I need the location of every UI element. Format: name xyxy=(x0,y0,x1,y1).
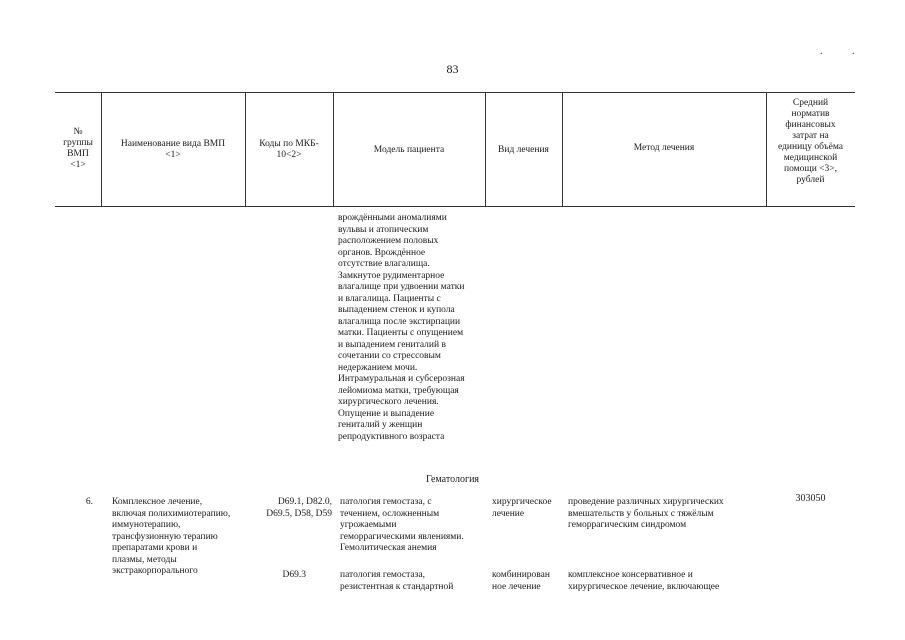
row-treatment-type: комбинирован ное лечение xyxy=(492,570,550,592)
row-treatment-type: хирургическое лечение xyxy=(492,497,552,519)
header-group-no: № группы ВМП <1> xyxy=(63,127,93,170)
row-group-no: 6. xyxy=(85,497,93,507)
section-title: Гематология xyxy=(425,474,480,485)
patient-model-continuation: врождёнными аномалиями вульвы и атопическим расположением половых органов. Врождённое отсутствие влагалища. Замкнутое рудиментарное влагалище при удвоении матки и влагалища. Пациенты с выпадением стенок и купола влагалища после экстирпации матки. Пациенты с опущением и выпадением гениталий в сочетании со стрессовым недержанием мочи. Интрамуральная и субсерозная лейомиома матки, требующая хирургического лечения. Опущение и выпадение гениталий у женщин репродуктивного возраста xyxy=(338,213,465,442)
page-number: 83 xyxy=(446,62,459,76)
header-treatment-type: Вид лечения xyxy=(498,145,549,155)
header-mkb-codes: Коды по МКБ- 10<2> xyxy=(259,139,319,160)
header-treatment-method: Метод лечения xyxy=(633,143,695,153)
row-vmp-name: Комплексное лечение, включая полихимиотерапию, иммунотерапию, трансфузионную терапию препаратами крови и плазмы, методы экстракорпорального xyxy=(112,497,231,576)
row-treatment-method: проведение различных хирургических вмешательств у больных с тяжёлым геморрагическим синдромом xyxy=(568,497,724,530)
row-treatment-method: комплексное консервативное и хирургическое лечение, включающее xyxy=(568,570,720,592)
row-patient-model: патология гемостаза, резистентная к стандартной xyxy=(340,570,454,592)
corner-mark: . xyxy=(820,46,823,57)
row-patient-model: патология гемостаза, с течением, осложненным угрожаемыми геморрагическими явлениями. Гемолитическая анемия xyxy=(340,497,464,553)
corner-mark: . xyxy=(852,46,855,57)
header-vmp-name: Наименование вида ВМП <1> xyxy=(120,139,226,160)
row-mkb-codes: D69.3 xyxy=(282,570,306,580)
header-patient-model: Модель пациента xyxy=(373,145,445,155)
row-avg-cost: 303050 xyxy=(795,493,826,504)
row-mkb-codes: D69.1, D82.0, D69.5, D58, D59 xyxy=(266,497,332,519)
header-avg-cost: Средний норматив финансовых затрат на единицу объёма медицинской помощи <3>, рублей xyxy=(777,98,844,185)
